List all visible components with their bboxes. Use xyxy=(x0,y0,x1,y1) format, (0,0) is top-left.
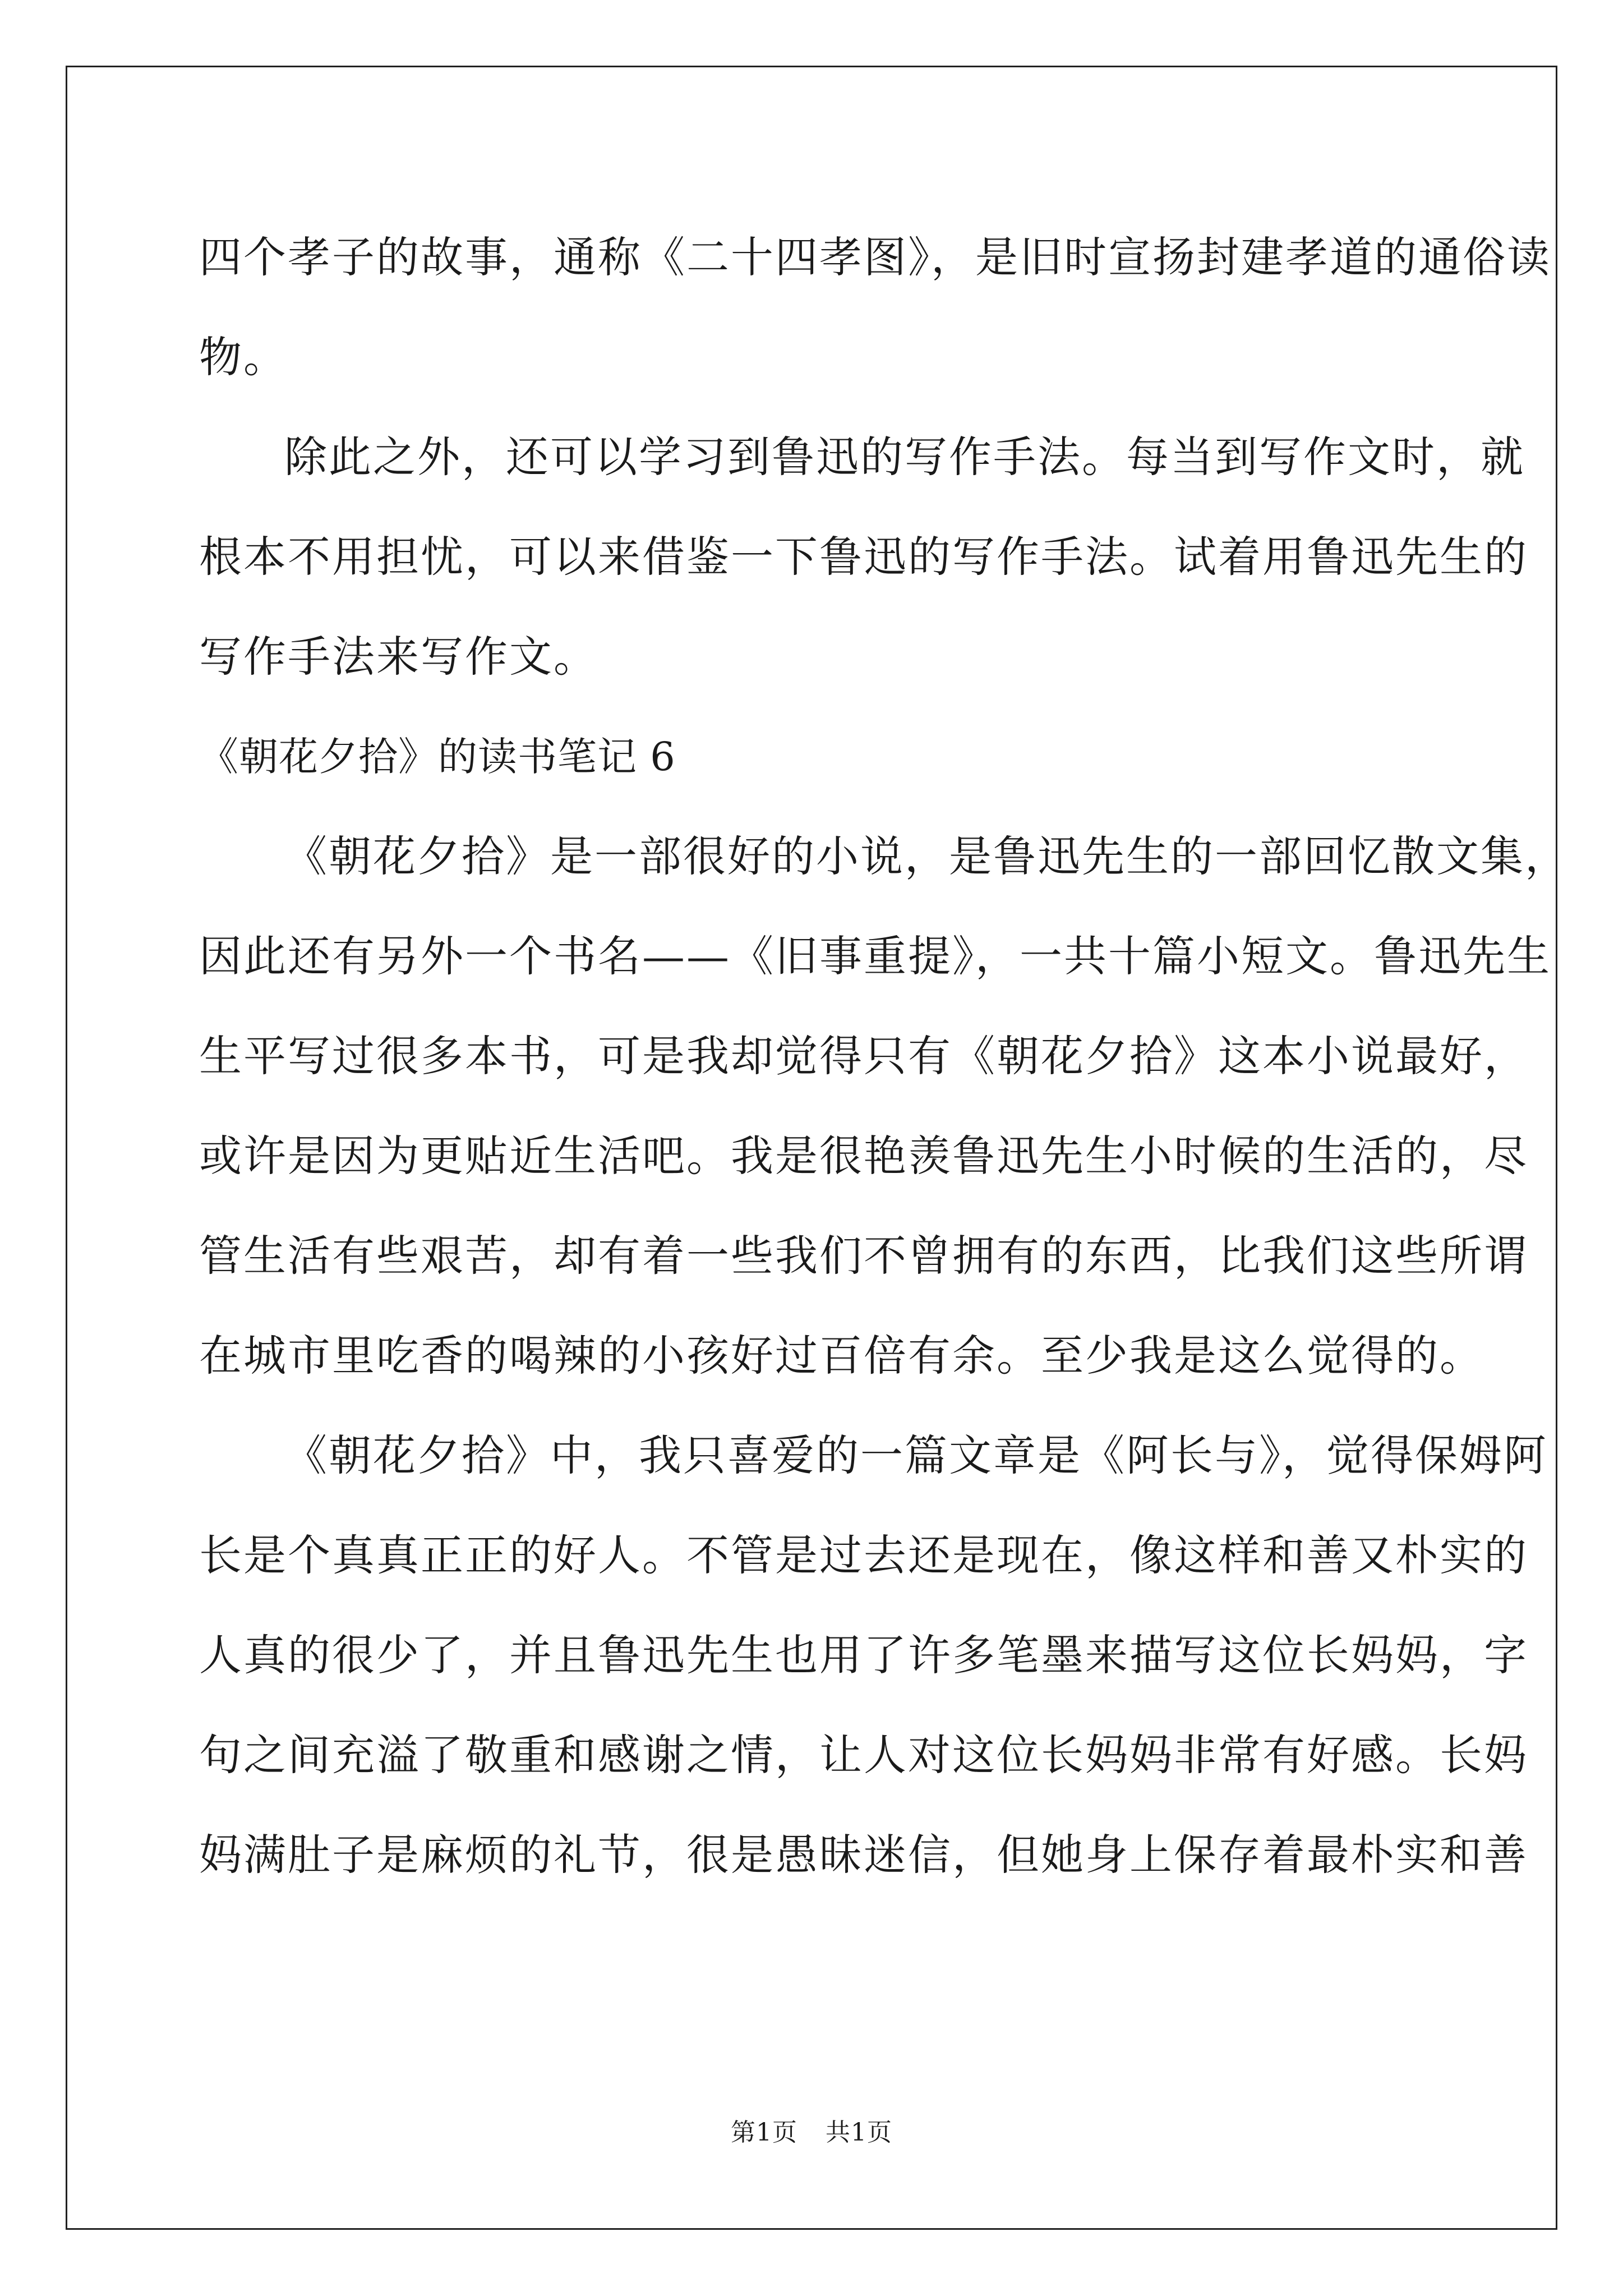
page-footer xyxy=(0,2112,1623,2148)
paragraph-start-line: 《朝花夕拾》中，我只喜爱的一篇文章是《阿长与》，觉得保姆阿 xyxy=(284,1430,1548,1480)
section-heading: 《朝花夕拾》的读书笔记 6 xyxy=(199,734,676,780)
text-line: 根本不用担忧，可以来借鉴一下鲁迅的写作手法。试着用鲁迅先生的 xyxy=(199,532,1528,582)
text-line: 妈满肚子是麻烦的礼节，很是愚昧迷信，但她身上保存着最朴实和善 xyxy=(199,1830,1528,1880)
page-number: 第1页 xyxy=(731,2118,797,2147)
text-line: 因此还有另外一个书名——《旧事重提》，一共十篇小短文。鲁迅先生 xyxy=(199,931,1551,981)
text-line: 物。 xyxy=(199,332,288,382)
page-total: 共1页 xyxy=(826,2118,892,2147)
text-line: 四个孝子的故事，通称《二十四孝图》，是旧时宣扬封建孝道的通俗读 xyxy=(199,232,1551,282)
paragraph-start-line: 《朝花夕拾》是一部很好的小说，是鲁迅先生的一部回忆散文集， xyxy=(284,831,1569,881)
text-line: 或许是因为更贴近生活吧。我是很艳羡鲁迅先生小时候的生活的，尽 xyxy=(199,1131,1528,1181)
text-line: 人真的很少了，并且鲁迅先生也用了许多笔墨来描写这位长妈妈，字 xyxy=(199,1630,1528,1680)
text-line: 长是个真真正正的好人。不管是过去还是现在，像这样和善又朴实的 xyxy=(199,1530,1528,1580)
text-line: 生平写过很多本书，可是我却觉得只有《朝花夕拾》这本小说最好， xyxy=(199,1031,1528,1081)
text-line: 句之间充溢了敬重和感谢之情，让人对这位长妈妈非常有好感。长妈 xyxy=(199,1730,1528,1780)
paragraph-start-line: 除此之外，还可以学习到鲁迅的写作手法。每当到写作文时，就 xyxy=(284,432,1525,482)
document-body xyxy=(199,208,1569,1905)
text-line: 写作手法来写作文。 xyxy=(199,632,598,682)
text-line: 管生活有些艰苦，却有着一些我们不曾拥有的东西，比我们这些所谓 xyxy=(199,1231,1528,1281)
text-line: 在城市里吃香的喝辣的小孩好过百倍有余。至少我是这么觉得的。 xyxy=(199,1331,1484,1381)
